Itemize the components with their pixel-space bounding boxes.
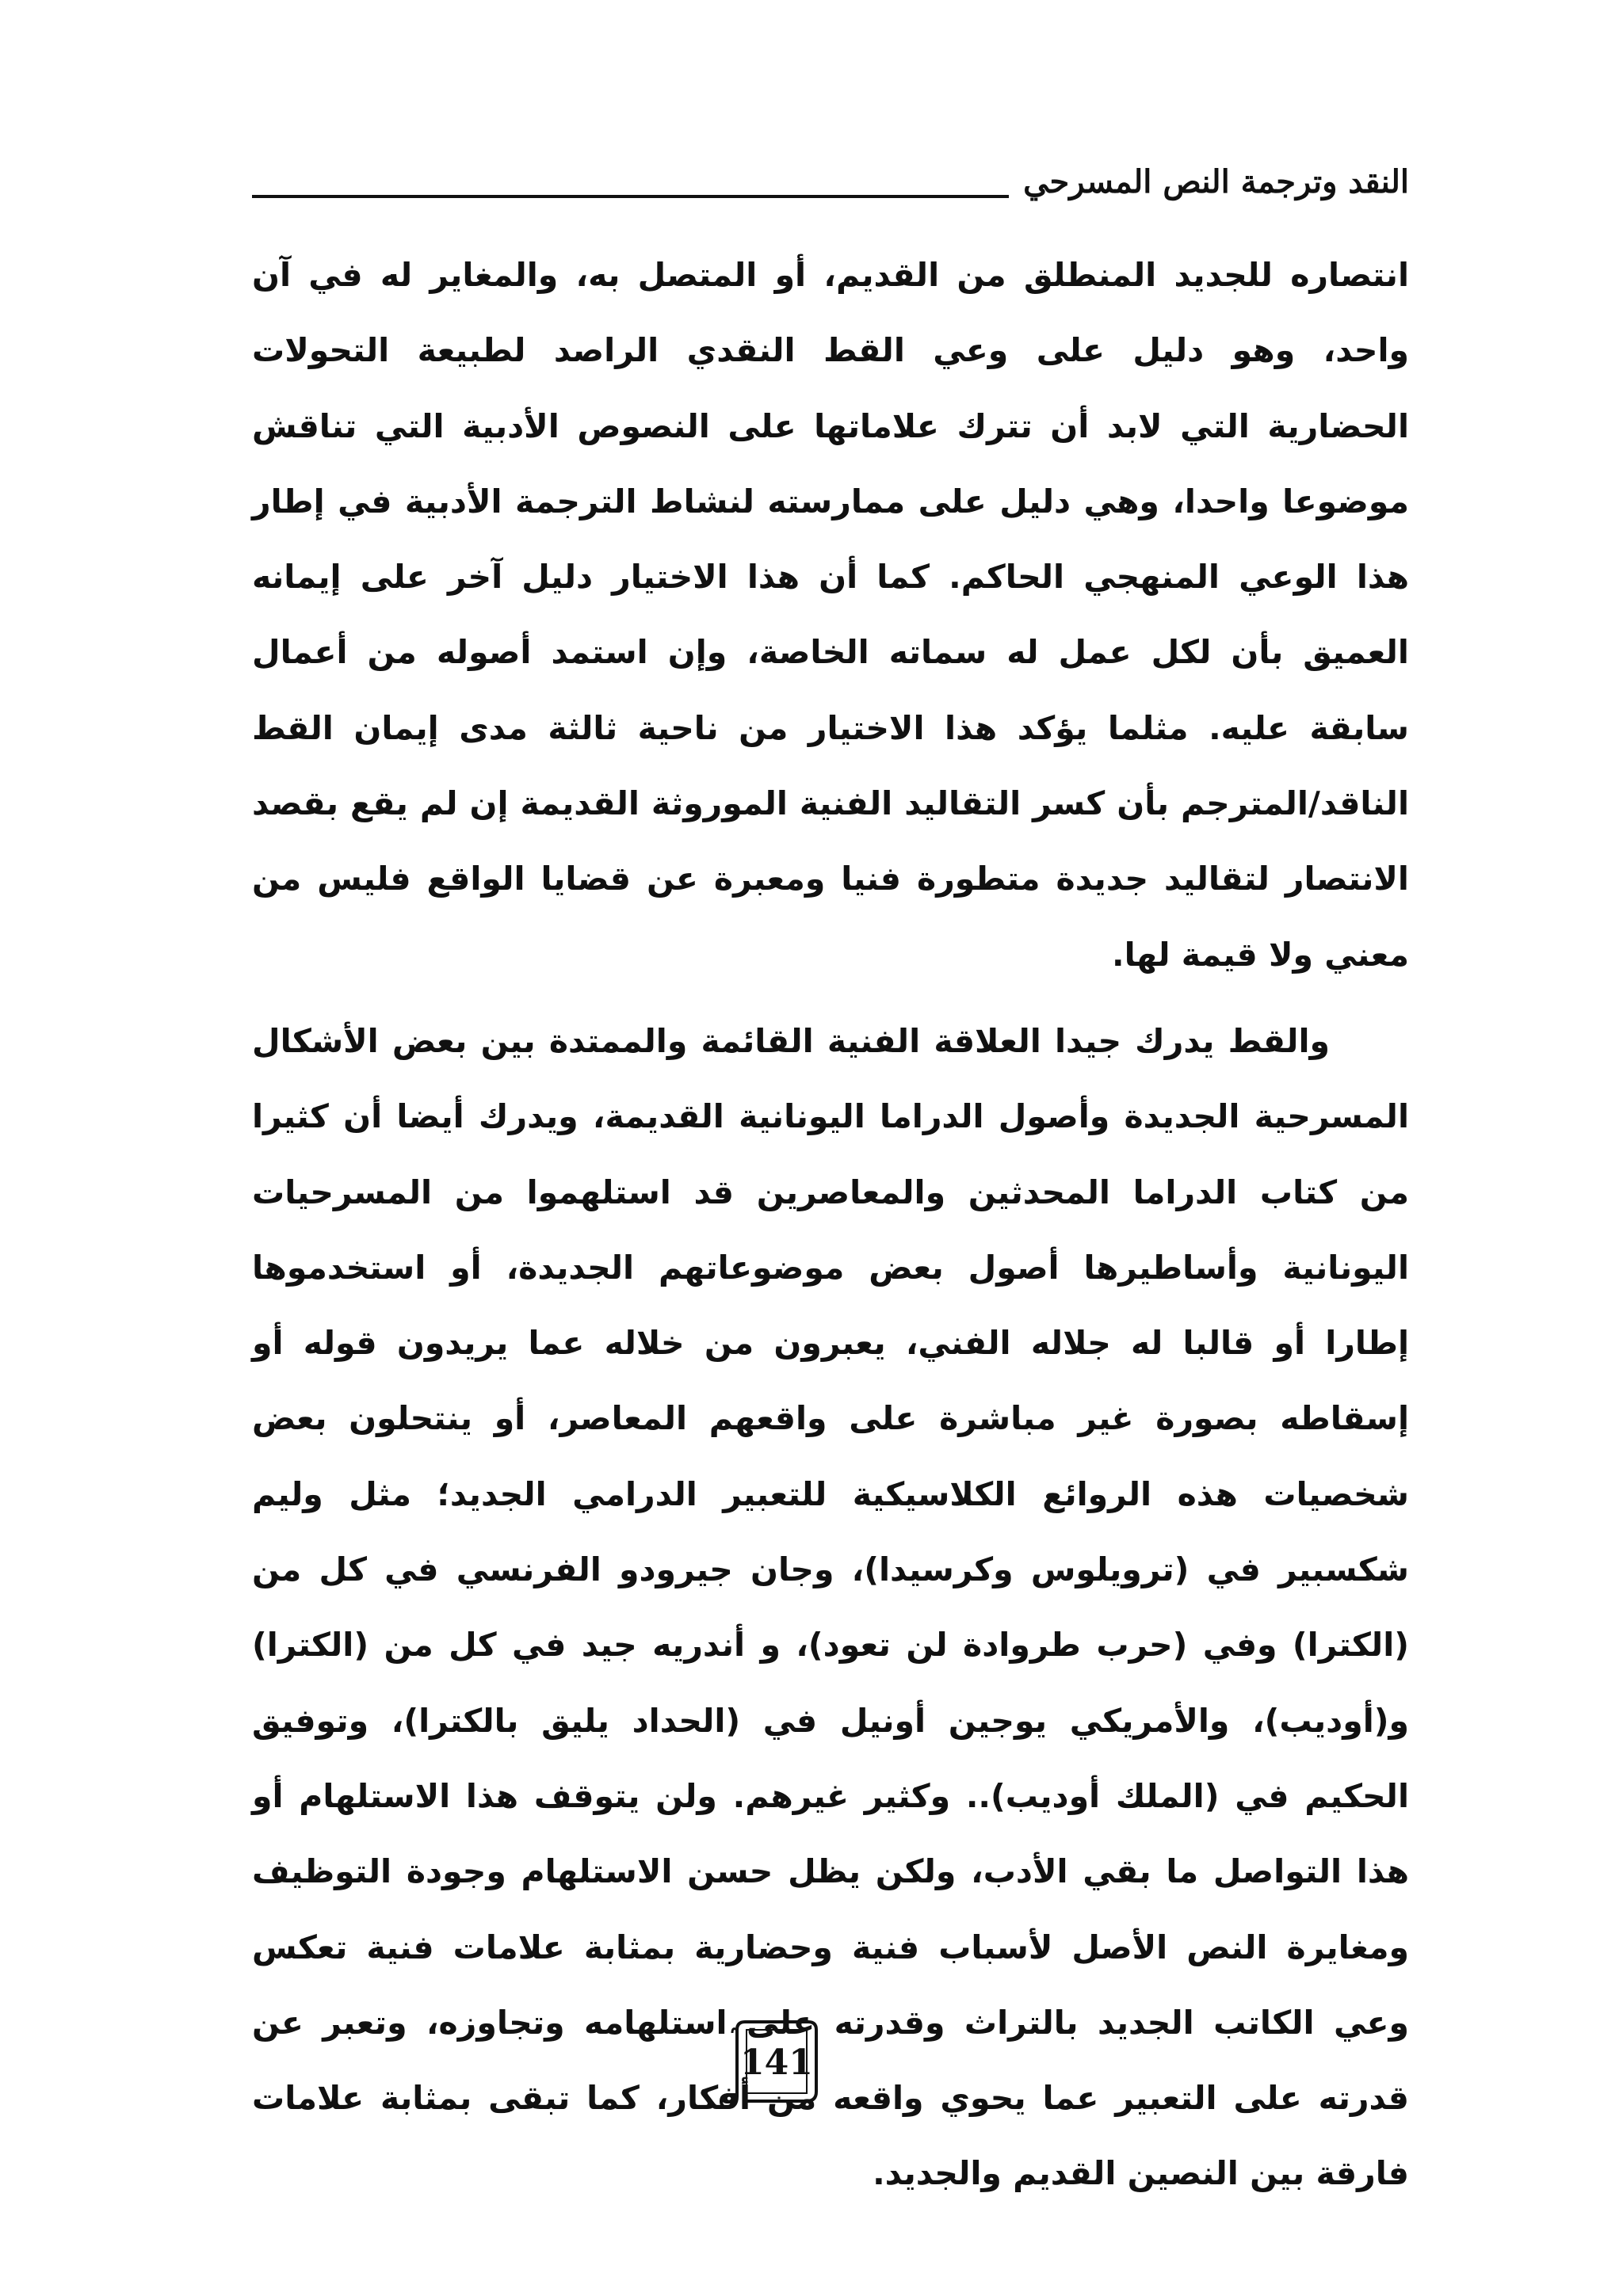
- header-rule: [252, 195, 1037, 198]
- page-number-frame: [720, 2019, 824, 2112]
- paragraph-1: انتصاره للجديد المنطلق من القديم، أو المتصل به، والمغاير له في آن واحد، وهو دليل على وعي القط النقدي الراصد لطبيعة التحولات الحضارية التي لابد أن تترك علاماتها على النصوص الأدبية التي تناقش موضوعا واحدا، وهي دليل على ممارسته لنشاط الترجمة الأدبية في إطار هذا الوعي المنهجي الحاكم. كما أن هذا الاختيار دليل آخر على إيمانه العميق بأن لكل عمل له سماته الخاصة، وإن استمد أصوله من أعمال سابقة عليه. مثلما يؤكد هذا الاختيار من ناحية ثالثة مدى إيمان القط الناقد/المترجم بأن كسر التقاليد الفنية الموروثة القديمة إن لم يقع بقصد الانتصار لتقاليد جديدة متطورة فنيا ومعبرة عن قضايا الواقع فليس من معني ولا قيمة لها.: [252, 256, 1409, 974]
- body-text: [252, 238, 1409, 2212]
- page-number: 141: [740, 2042, 813, 2083]
- running-header: [252, 158, 1409, 222]
- running-title: النقد وترجمة النص المسرحي: [1009, 163, 1409, 200]
- paragraph-2: والقط يدرك جيدا العلاقة الفنية القائمة والممتدة بين بعض الأشكال المسرحية الجديدة وأصول الدراما اليونانية القديمة، ويدرك أيضا أن كثيرا من كتاب الدراما المحدثين والمعاصرين قد استلهموا من المسرحيات اليونانية وأساطيرها أصول بعض موضوعاتهم الجديدة، أو استخدموها إطارا أو قالبا له جلاله الفني، يعبرون من خلاله عما يريدون قوله أو إسقاطه بصورة غير مباشرة على واقعهم المعاصر، أو ينتحلون بعض شخصيات هذه الروائع الكلاسيكية للتعبير الدرامي الجديد؛ مثل وليم شكسبير في (ترويلوس وكرسيدا)، وجان جيرودو الفرنسي في كل من (الكترا) وفي (حرب طروادة لن تعود)، و أندريه جيد في كل من (الكترا) و(أوديب)، والأمريكي يوجين أونيل في (الحداد يليق بالكترا)، وتوفيق الحكيم في (الملك أوديب).. وكثير غيرهم. ولن يتوقف هذا الاستلهام أو هذا التواصل ما بقي الأدب، ولكن يظل حسن الاستلهام وجودة التوظيف ومغايرة النص الأصل لأسباب فنية وحضارية بمثابة علامات فنية تعكس وعي الكاتب الجديد بالتراث وقدرته على استلهامه وتجاوزه، وتعبر عن قدرته على التعبير عما يحوي واقعه من أفكار، كما تبقى بمثابة علامات فارقة بين النصين القديم والجديد.: [252, 1021, 1409, 2193]
